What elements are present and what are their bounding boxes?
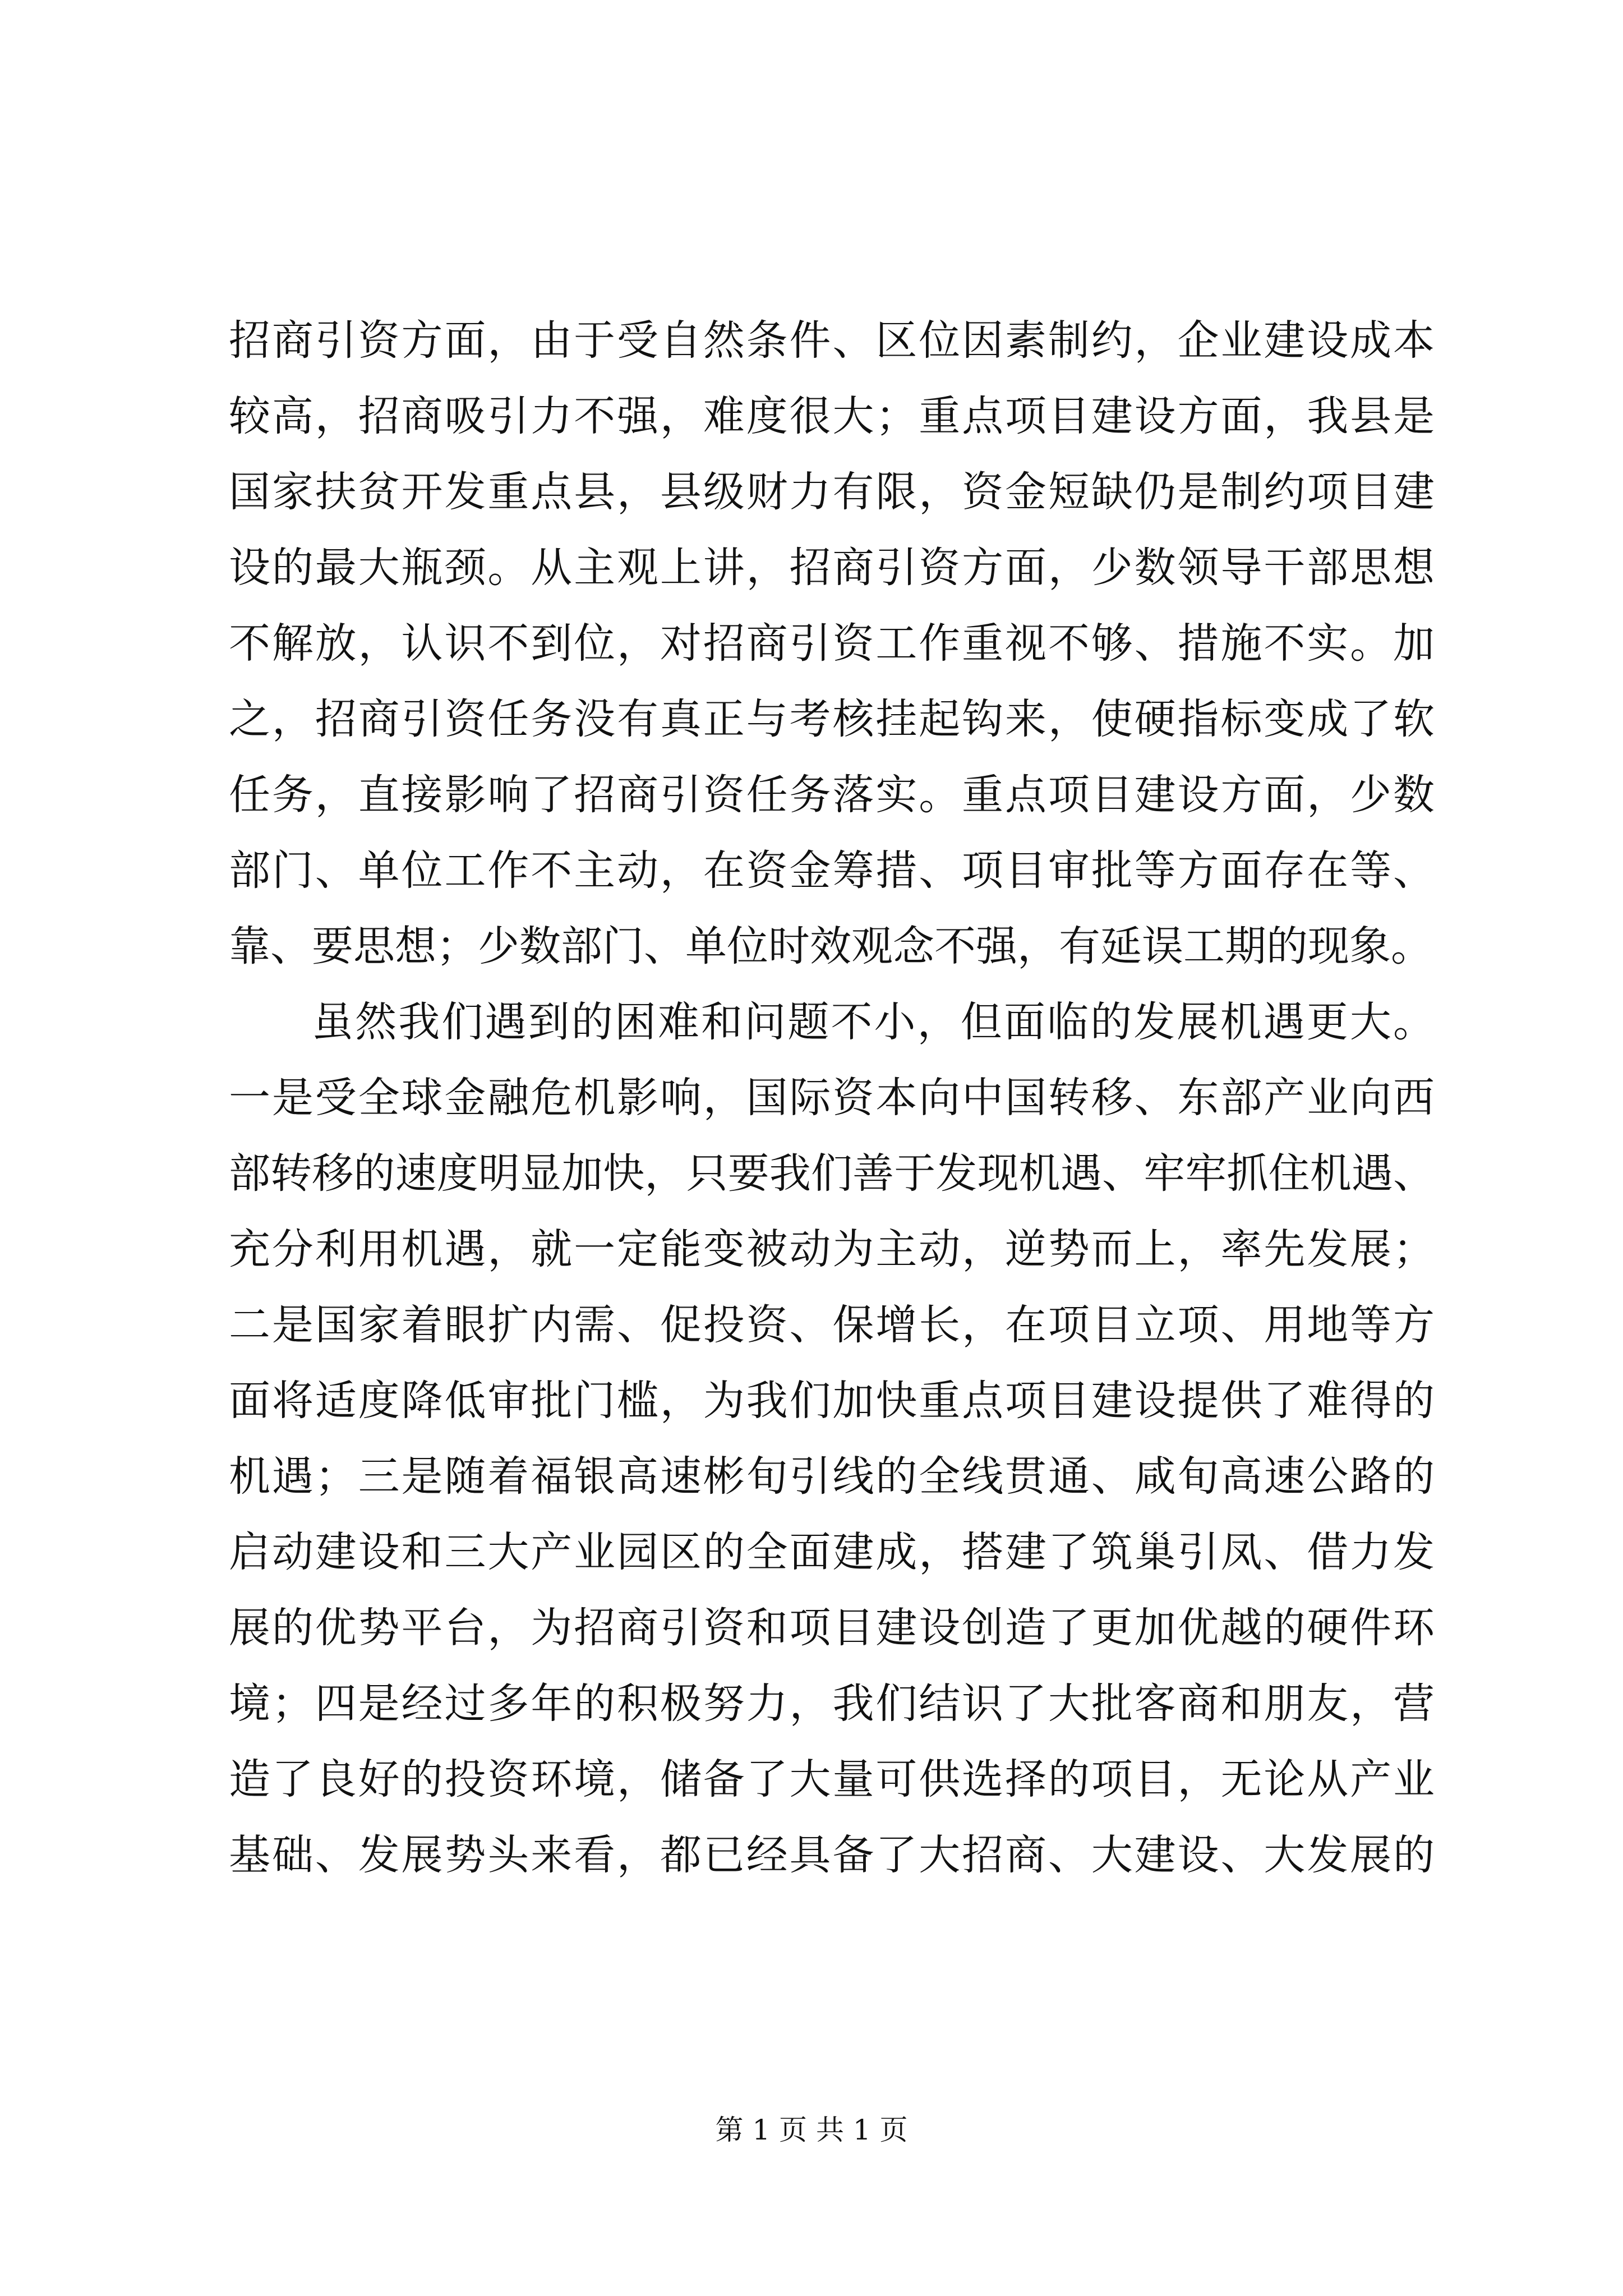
- text-line: 部转移的速度明显加快，只要我们善于发现机遇、牢牢抓住机遇、: [229, 1149, 1435, 1198]
- text-line: 招商引资方面，由于受自然条件、区位因素制约，企业建设成本: [229, 316, 1435, 365]
- page-number-label: 第 1 页 共 1 页: [715, 2114, 908, 2146]
- text-line: 面将适度降低审批门槛，为我们加快重点项目建设提供了难得的: [229, 1377, 1435, 1425]
- text-line: 靠、要思想；少数部门、单位时效观念不强，有延误工期的现象。: [229, 922, 1432, 970]
- text-line: 之，招商引资任务没有真正与考核挂起钩来，使硬指标变成了软: [229, 695, 1435, 743]
- text-line: 启动建设和三大产业园区的全面建成，搭建了筑巢引凤、借力发: [229, 1528, 1435, 1576]
- paragraph: [229, 303, 1435, 984]
- text-line: 国家扶贫开发重点县，县级财力有限，资金短缺仍是制约项目建: [229, 468, 1435, 516]
- text-line: 展的优势平台，为招商引资和项目建设创造了更加优越的硬件环: [229, 1604, 1435, 1652]
- text-line: 造了良好的投资环境，储备了大量可供选择的项目，无论从产业: [229, 1755, 1435, 1803]
- text-line: 较高，招商吸引力不强，难度很大；重点项目建设方面，我县是: [229, 392, 1435, 440]
- paragraph: [229, 984, 1435, 1893]
- text-line: 一是受全球金融危机影响，国际资本向中国转移、东部产业向西: [229, 1074, 1435, 1122]
- text-line: 任务，直接影响了招商引资任务落实。重点项目建设方面，少数: [229, 771, 1435, 819]
- text-line: 境；四是经过多年的积极努力，我们结识了大批客商和朋友，营: [229, 1680, 1435, 1728]
- text-line: 基础、发展势头来看，都已经具备了大招商、大建设、大发展的: [229, 1831, 1435, 1879]
- text-line: 部门、单位工作不主动，在资金筹措、项目审批等方面存在等、: [229, 846, 1435, 895]
- document-body: [229, 303, 1435, 1893]
- text-line: 充分利用机遇，就一定能变被动为主动，逆势而上，率先发展；: [229, 1225, 1435, 1273]
- text-line: 虽然我们遇到的困难和问题不小，但面临的发展机遇更大。: [312, 998, 1435, 1046]
- text-line: 不解放，认识不到位，对招商引资工作重视不够、措施不实。加: [229, 619, 1435, 668]
- text-line: 二是国家着眼扩内需、促投资、保增长，在项目立项、用地等方: [229, 1301, 1435, 1349]
- text-line: 机遇；三是随着福银高速彬旬引线的全线贯通、咸旬高速公路的: [229, 1452, 1435, 1501]
- text-line: 设的最大瓶颈。从主观上讲，招商引资方面，少数领导干部思想: [229, 544, 1435, 592]
- page-footer: [0, 2110, 1623, 2150]
